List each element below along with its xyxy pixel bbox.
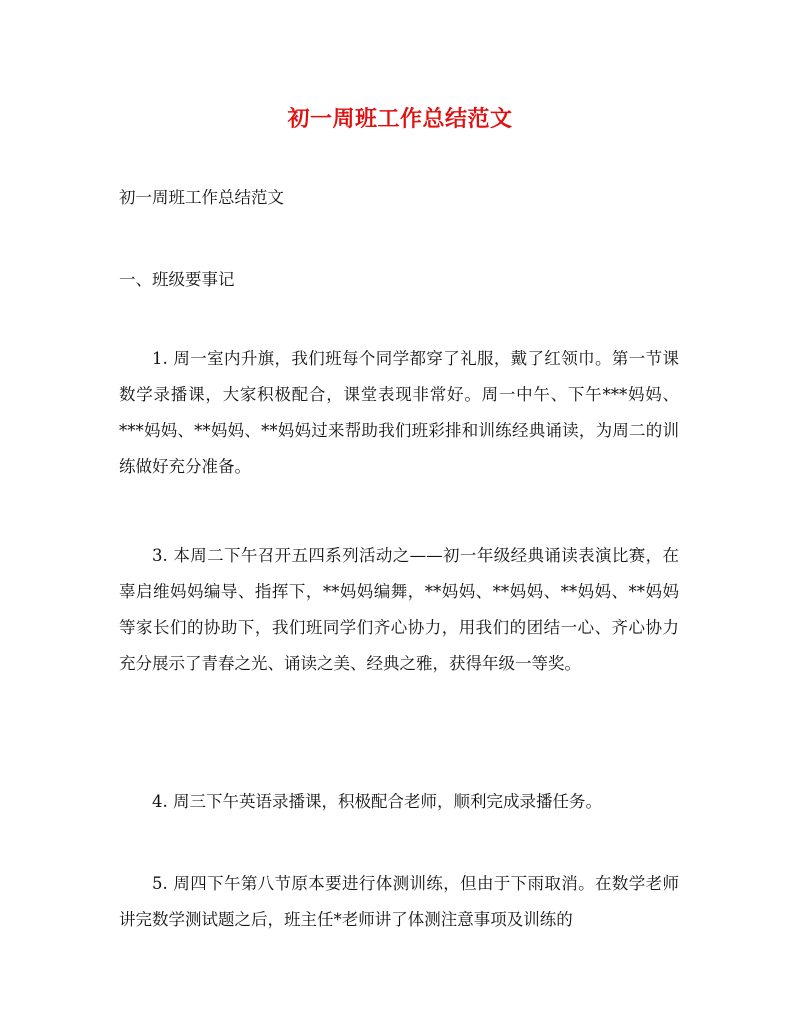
document-title: 初一周班工作总结范文 — [287, 106, 513, 132]
paragraph-thursday: 5. 周四下午第八节原本要进行体测训练，但由于下雨取消。在数学老师讲完数学测试题之后，班主任*老师讲了体测注意事项及训练的 — [119, 874, 679, 929]
paragraph-tuesday: 3. 本周二下午召开五四系列活动之——初一年级经典诵读表演比赛，在辜启维妈妈编导、指挥下，**妈妈编舞，**妈妈、**妈妈、**妈妈、**妈妈等家长们的协助下，我们班同学们齐心协力，用我们的团结一心、齐心协力充分展示了青春之光、诵读之美、经典之雅，获得年级一等奖。 — [119, 546, 679, 673]
section-heading: 一、班级要事记 — [119, 270, 235, 289]
document-subtitle: 初一周班工作总结范文 — [119, 188, 284, 207]
paragraph-wednesday: 4. 周三下午英语录播课，积极配合老师，顺利完成录播任务。 — [152, 792, 602, 811]
paragraph-monday: 1. 周一室内升旗，我们班每个同学都穿了礼服，戴了红领巾。第一节课数学录播课，大家积极配合，课堂表现非常好。周一中午、下午***妈妈、***妈妈、**妈妈、**妈妈过来帮助我们班彩排和训练经典诵读，为周二的训练做好充分准备。 — [119, 349, 679, 476]
